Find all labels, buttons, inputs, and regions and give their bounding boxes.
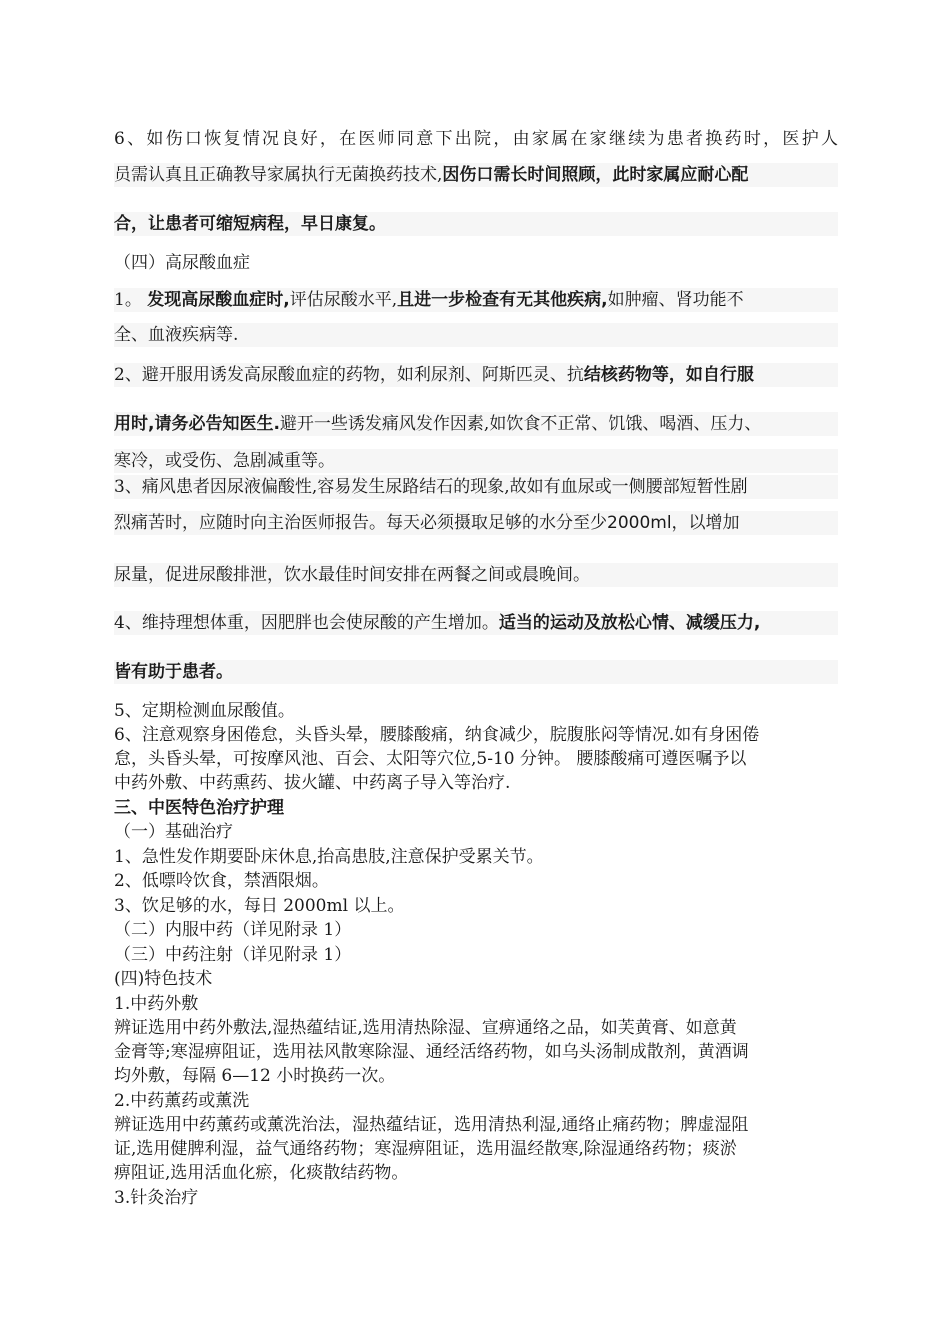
hyper-item2-line2-text: 避开一些诱发痛风发作因素,如饮食不正常、饥饿、喝酒、压力、 <box>279 414 762 434</box>
hyper-item2-line2-bold: 用时,请务必告知医生. <box>114 414 280 434</box>
hyper-item1-bold-b: 且进一步检查有无其他疾病, <box>397 290 608 310</box>
hyper-item2-line1 <box>114 363 838 387</box>
hyper-item5: 5、定期检测血尿酸值。 <box>114 701 295 721</box>
tcm-sub-basic: （一）基础治疗 <box>114 822 233 842</box>
wound-item6-line1: 6、如伤口恢复情况良好，在医师同意下出院，由家属在家继续为患者换药时，医护人 <box>114 129 838 149</box>
hyper-item3-line2 <box>114 511 838 535</box>
tcm-technique2-line2: 证,选用健脾利湿，益气通络药物；寒湿痹阻证，选用温经散寒,除湿通络药物；痰淤 <box>114 1139 737 1159</box>
hyper-item4-text: 4、维持理想体重，因肥胖也会使尿酸的产生增加。 <box>114 613 499 633</box>
tcm-technique3-title: 3.针灸治疗 <box>114 1188 199 1208</box>
wound-item6-line2-text: 员需认真且正确教导家属执行无菌换药技术, <box>114 165 443 185</box>
tcm-sub-injection: （三）中药注射（详见附录 1） <box>114 945 352 965</box>
hyperuricemia-heading: （四）高尿酸血症 <box>114 253 250 273</box>
tcm-technique2-line1: 辨证选用中药薰药或薰洗治法，湿热蕴结证，选用清热利湿,通络止痛药物；脾虚湿阻 <box>114 1115 749 1135</box>
hyper-item1-bold-a: 发现高尿酸血症时, <box>147 290 290 310</box>
hyper-item3-line2-text: 烈痛苦时，应随时向主治医师报告。每天必须摄取足够的水分至少 <box>114 513 607 533</box>
tcm-technique1-title: 1.中药外敷 <box>114 994 199 1014</box>
tcm-sub-special-techniques: (四)特色技术 <box>114 969 213 989</box>
tcm-technique1-line2: 金膏等;寒湿痹阻证，选用祛风散寒除湿、通经活络药物，如乌头汤制成散剂，黄酒调 <box>114 1042 749 1062</box>
tcm-basic-item2: 2、低嘌呤饮食，禁酒限烟。 <box>114 871 329 891</box>
hyper-item2-line3: 寒冷，或受伤、急剧减重等。 <box>114 449 838 473</box>
tcm-technique1-line3: 均外敷，每隔 6—12 小时换药一次。 <box>114 1066 396 1086</box>
tcm-basic-item3: 3、饮足够的水，每日 2000ml 以上。 <box>114 896 405 916</box>
hyper-item1-text-b: 如肿瘤、肾功能不 <box>607 290 744 310</box>
tcm-sub-oral-medicine: （二）内服中药（详见附录 1） <box>114 920 352 940</box>
tcm-technique1-line1: 辨证选用中药外敷法,湿热蕴结证,选用清热除湿、宣痹通络之品，如芙黄膏、如意黄 <box>114 1018 737 1038</box>
hyper-item1-line1 <box>114 288 838 312</box>
wound-item6-line2-bold: 因伤口需长时间照顾，此时家属应耐心配 <box>442 165 749 185</box>
hyper-item2-bold: 结核药物等，如自行服 <box>583 365 754 385</box>
hyper-item3-line3: 尿量，促进尿酸排泄，饮水最佳时间安排在两餐之间或晨晚间。 <box>114 563 838 587</box>
hyper-item4-line2: 皆有助于患者。 <box>114 660 838 684</box>
wound-item6-line3: 合，让患者可缩短病程，早日康复。 <box>114 212 838 236</box>
hyper-item6-line2: 怠，头昏头晕，可按摩风池、百会、太阳等穴位,5-10 分钟。 腰膝酸痛可遵医嘱予以 <box>114 749 747 769</box>
hyper-item1-number: 1。 <box>114 290 148 310</box>
hyper-item2-line2 <box>114 412 838 436</box>
hyper-item4-line1 <box>114 611 838 635</box>
hyper-item3-line1: 3、痛风患者因尿液偏酸性,容易发生尿路结石的现象,故如有血尿或一侧腰部短暂性剧 <box>114 475 838 499</box>
hyper-item4-bold: 适当的运动及放松心情、减缓压力, <box>498 613 761 633</box>
hyper-item6-line3: 中药外敷、中药熏药、拔火罐、中药离子导入等治疗. <box>114 773 511 793</box>
tcm-section-heading: 三、中医特色治疗护理 <box>114 798 284 818</box>
hyper-item1-text-a: 评估尿酸水平, <box>289 290 398 310</box>
hyper-item2-text: 2、避开服用诱发高尿酸血症的药物，如利尿剂、阿斯匹灵、抗 <box>114 365 584 385</box>
tcm-technique2-line3: 痹阻证,选用活血化瘀，化痰散结药物。 <box>114 1163 409 1183</box>
tcm-technique2-title: 2.中药薰药或薰洗 <box>114 1091 250 1111</box>
hyper-item1-line2: 全、血液疾病等. <box>114 323 838 347</box>
hyper-item6-line1: 6、注意观察身困倦怠，头昏头晕，腰膝酸痛，纳食减少，脘腹胀闷等情况.如有身困倦 <box>114 725 760 745</box>
hyper-item3-water-amount: 2000ml，以增加 <box>607 513 740 533</box>
wound-item6-line2 <box>114 163 838 187</box>
tcm-basic-item1: 1、急性发作期要卧床休息,抬高患肢,注意保护受累关节。 <box>114 847 544 867</box>
